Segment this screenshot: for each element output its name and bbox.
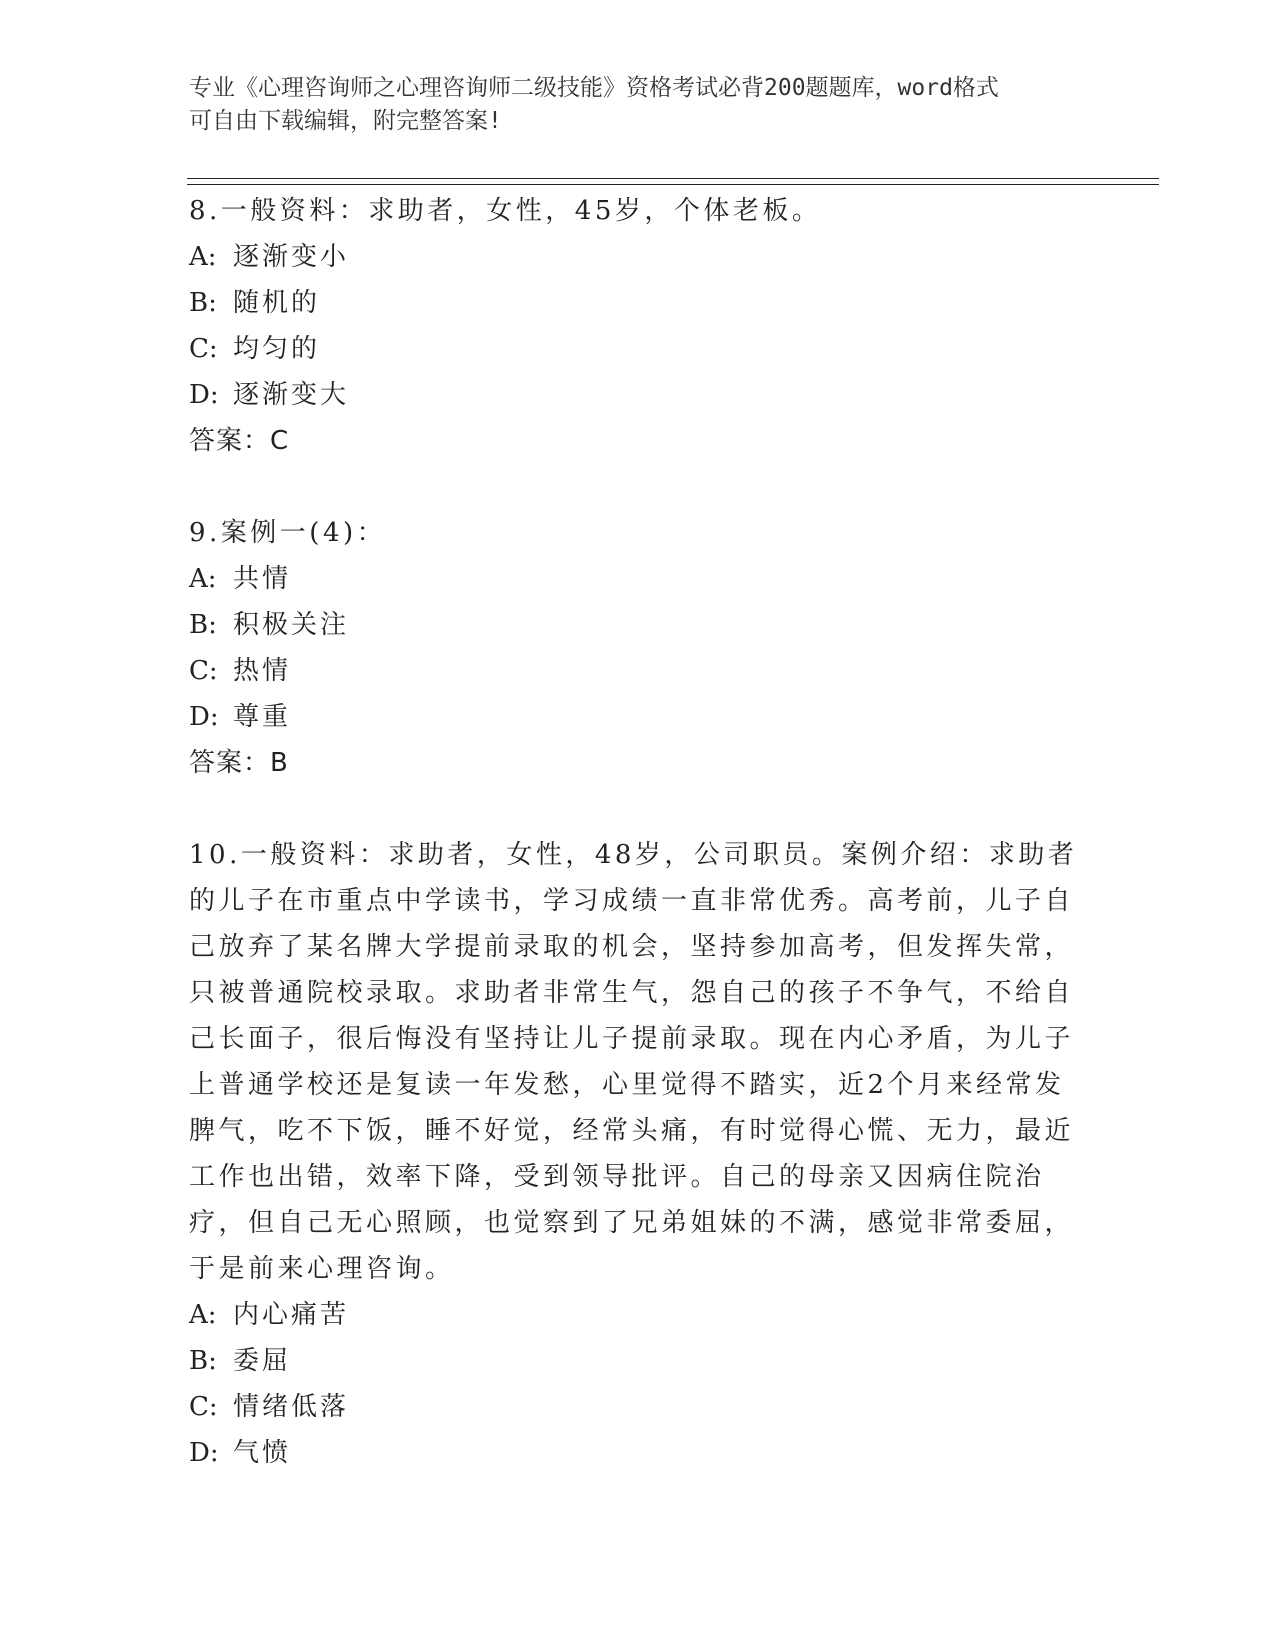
answer-label: 答案：B bbox=[189, 748, 289, 778]
option-letter: B: bbox=[189, 1346, 217, 1376]
option-letter: B: bbox=[189, 610, 217, 640]
option-letter: D: bbox=[189, 1438, 219, 1468]
option-text: 内心痛苦 bbox=[233, 1300, 350, 1330]
option-a bbox=[189, 234, 1094, 280]
option-text: 积极关注 bbox=[233, 610, 350, 640]
question-9 bbox=[189, 510, 1094, 786]
question-10 bbox=[189, 832, 1094, 1476]
option-a bbox=[189, 556, 1094, 602]
option-c bbox=[189, 648, 1094, 694]
header-line-1: 专业《心理咨询师之心理咨询师二级技能》资格考试必背200题题库，word格式 bbox=[189, 75, 999, 101]
option-c bbox=[189, 1384, 1094, 1430]
option-letter: D: bbox=[189, 702, 219, 732]
option-letter: A: bbox=[189, 564, 217, 594]
option-text: 情绪低落 bbox=[233, 1392, 350, 1422]
header-divider-bottom bbox=[187, 184, 1159, 185]
option-text: 随机的 bbox=[233, 288, 321, 318]
option-text: 共情 bbox=[233, 564, 292, 594]
option-text: 逐渐变大 bbox=[233, 380, 350, 410]
option-letter: A: bbox=[189, 1300, 217, 1330]
question-stem: 10.一般资料：求助者，女性，48岁，公司职员。案例介绍：求助者的儿子在市重点中学读书，学习成绩一直非常优秀。高考前，儿子自己放弃了某名牌大学提前录取的机会，坚持参加高考，但发挥失常，只被普通院校录取。求助者非常生气，怨自己的孩子不争气，不给自己长面子，很后悔没有坚持让儿子提前录取。现在内心矛盾，为儿子上普通学校还是复读一年发愁，心里觉得不踏实，近2个月来经常发脾气，吃不下饭，睡不好觉，经常头痛，有时觉得心慌、无力，最近工作也出错，效率下降，受到领导批评。自己的母亲又因病住院治疗，但自己无心照顾，也觉察到了兄弟姐妹的不满，感觉非常委屈，于是前来心理咨询。 bbox=[189, 840, 1078, 1284]
question-8 bbox=[189, 188, 1094, 464]
option-c bbox=[189, 326, 1094, 372]
option-letter: A: bbox=[189, 242, 217, 272]
option-letter: C: bbox=[189, 334, 218, 364]
option-d bbox=[189, 694, 1094, 740]
option-a bbox=[189, 1292, 1094, 1338]
option-text: 尊重 bbox=[233, 702, 292, 732]
spacer bbox=[189, 464, 1094, 510]
spacer bbox=[189, 786, 1094, 832]
option-b bbox=[189, 602, 1094, 648]
option-d bbox=[189, 1430, 1094, 1476]
document-header bbox=[189, 72, 1089, 138]
option-letter: D: bbox=[189, 380, 219, 410]
option-text: 逐渐变小 bbox=[233, 242, 350, 272]
question-list bbox=[189, 188, 1094, 1476]
question-stem: 8.一般资料：求助者，女性，45岁，个体老板。 bbox=[189, 196, 822, 226]
option-b bbox=[189, 1338, 1094, 1384]
option-letter: B: bbox=[189, 288, 217, 318]
answer-label: 答案：C bbox=[189, 426, 290, 456]
option-letter: C: bbox=[189, 656, 218, 686]
option-text: 委屈 bbox=[233, 1346, 292, 1376]
option-text: 均匀的 bbox=[233, 334, 321, 364]
question-stem: 9.案例一(4)： bbox=[189, 518, 387, 548]
option-text: 热情 bbox=[233, 656, 292, 686]
option-text: 气愤 bbox=[233, 1438, 292, 1468]
header-divider-top bbox=[187, 178, 1159, 179]
option-letter: C: bbox=[189, 1392, 218, 1422]
option-b bbox=[189, 280, 1094, 326]
header-line-2: 可自由下载编辑，附完整答案! bbox=[189, 108, 502, 134]
option-d bbox=[189, 372, 1094, 418]
